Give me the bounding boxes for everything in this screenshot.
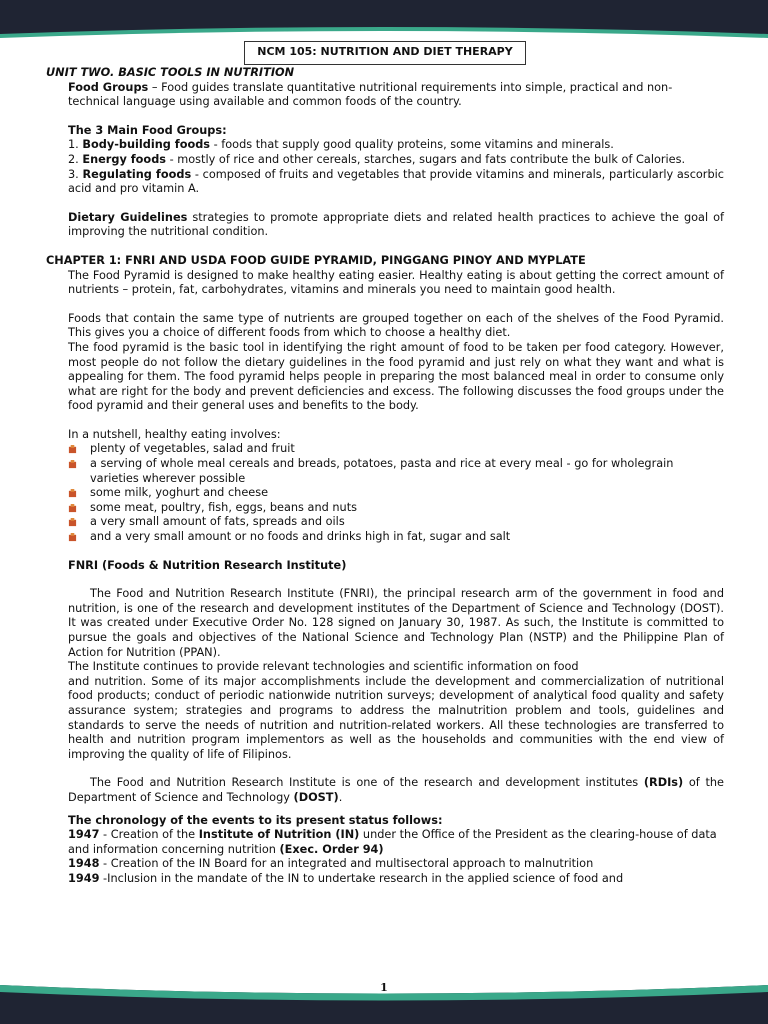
page-number: 1 [380, 981, 388, 994]
chronology-title: The chronology of the events to its present status follows: [68, 813, 443, 827]
list-item: a serving of whole meal cereals and breads, potatoes, pasta and rice at every meal - go for wholegrain varieties wherever possible [68, 457, 724, 486]
bullet-icon [68, 445, 77, 454]
list-item: some milk, yoghurt and cheese [68, 486, 724, 501]
list-item: some meat, poultry, fish, eggs, beans and nuts [68, 501, 724, 516]
chapter-title: CHAPTER 1: FNRI AND USDA FOOD GUIDE PYRAMID, PINGGANG PINOY AND MYPLATE [46, 253, 586, 267]
fnri-paragraph: The Institute continues to provide relevant technologies and scientific information on food [68, 660, 579, 674]
bullet-icon [68, 504, 77, 513]
food-group-item: 3. Regulating foods - composed of fruits and vegetables that provide vitamins and minerals, particularly ascorbic acid and pro vitamin A. [68, 167, 724, 196]
course-title-box: NCM 105: NUTRITION AND DIET THERAPY [244, 41, 526, 65]
food-group-item: 2. Energy foods - mostly of rice and other cereals, starches, sugars and fats contribute the bulk of Calories. [68, 152, 686, 166]
list-item: a very small amount of fats, spreads and oils [68, 515, 724, 530]
chapter-paragraph: The Food Pyramid is designed to make healthy eating easier. Healthy eating is about getting the correct amount of nutrients – protein, fat, carbohydrates, vitamins and minerals you need to maintain good health. [68, 268, 724, 297]
main-groups-title: The 3 Main Food Groups: [68, 123, 227, 137]
bullet-icon [68, 518, 77, 527]
list-item: and a very small amount or no foods and drinks high in fat, sugar and salt [68, 530, 724, 545]
chronology-item: 1949 -Inclusion in the mandate of the IN to undertake research in the applied science of food and [68, 871, 624, 885]
fnri-paragraph: The Food and Nutrition Research Institute (FNRI), the principal research arm of the government in food and nutrition, is one of the research and development institutes of the Department of Science and Technology (DOST). It was created under Executive Order No. 128 signed on January 30, 1987. As such, the Institute is committed to pursue the goals and objectives of the National Science and Technology Plan (NSTP) and the Philippine Plan of Action for Nutrition (PPAN). [68, 587, 724, 659]
fnri-paragraph: and nutrition. Some of its major accomplishments include the development and commercialization of nutritional food products; conduct of periodic nationwide nutrition surveys; development of analytical food quality and safety assurance system; strategies and programs to address the malnutrition problem and tools, guidelines and standards to serve the needs of nutrition and nutrition-related workers. All these technologies are transferred to health and nutrition program implementors as well as the households and communities with the end view of improving the quality of life of Filipinos. [68, 674, 724, 761]
chapter-paragraph: The food pyramid is the basic tool in identifying the right amount of food to be taken per food category. However, most people do not follow the dietary guidelines in the food pyramid and just rely on what they want and what is appealing for them. The food pyramid helps people in preparing the most balanced meal in order to consume only what are right for the body and prevent deficiencies and excess. The following discusses the food groups under the food pyramid and their general uses and benefits to the body. [68, 340, 724, 413]
dietary-guidelines-paragraph: Dietary Guidelines strategies to promote appropriate diets and related health practices to achieve the goal of improving the nutritional condition. [68, 210, 724, 239]
healthy-eating-list [46, 442, 724, 544]
food-groups-paragraph [46, 81, 724, 110]
list-item: plenty of vegetables, salad and fruit [68, 442, 724, 457]
food-groups-text: – Food guides translate quantitative nutritional requirements into simple, practical and non- technical language using available and common foods of the country. [68, 80, 673, 109]
document-content [46, 66, 724, 887]
unit-title: UNIT TWO. BASIC TOOLS IN NUTRITION [46, 66, 295, 79]
bullet-icon [68, 460, 77, 469]
bullet-icon [68, 533, 77, 542]
chapter-paragraph: Foods that contain the same type of nutrients are grouped together on each of the shelves of the Food Pyramid. This gives you a choice of different foods from which to choose a healthy diet. [68, 311, 724, 340]
bullet-icon [68, 489, 77, 498]
chronology-item: 1947 - Creation of the Institute of Nutrition (IN) under the Office of the President as the clearing-house of data and information concerning nutrition (Exec. Order 94) [68, 828, 717, 856]
fnri-rdi-paragraph: The Food and Nutrition Research Institute is one of the research and development institutes (RDIs) of the Department of Science and Technology (DOST). [68, 776, 724, 804]
food-groups-label: Food Groups [68, 80, 149, 94]
chronology-item: 1948 - Creation of the IN Board for an integrated and multisectoral approach to malnutrition [68, 857, 594, 871]
fnri-title: FNRI (Foods & Nutrition Research Institute) [68, 558, 347, 572]
nutshell-intro: In a nutshell, healthy eating involves: [68, 427, 281, 441]
food-group-item: 1. Body-building foods - foods that supply good quality proteins, some vitamins and minerals. [68, 138, 614, 152]
